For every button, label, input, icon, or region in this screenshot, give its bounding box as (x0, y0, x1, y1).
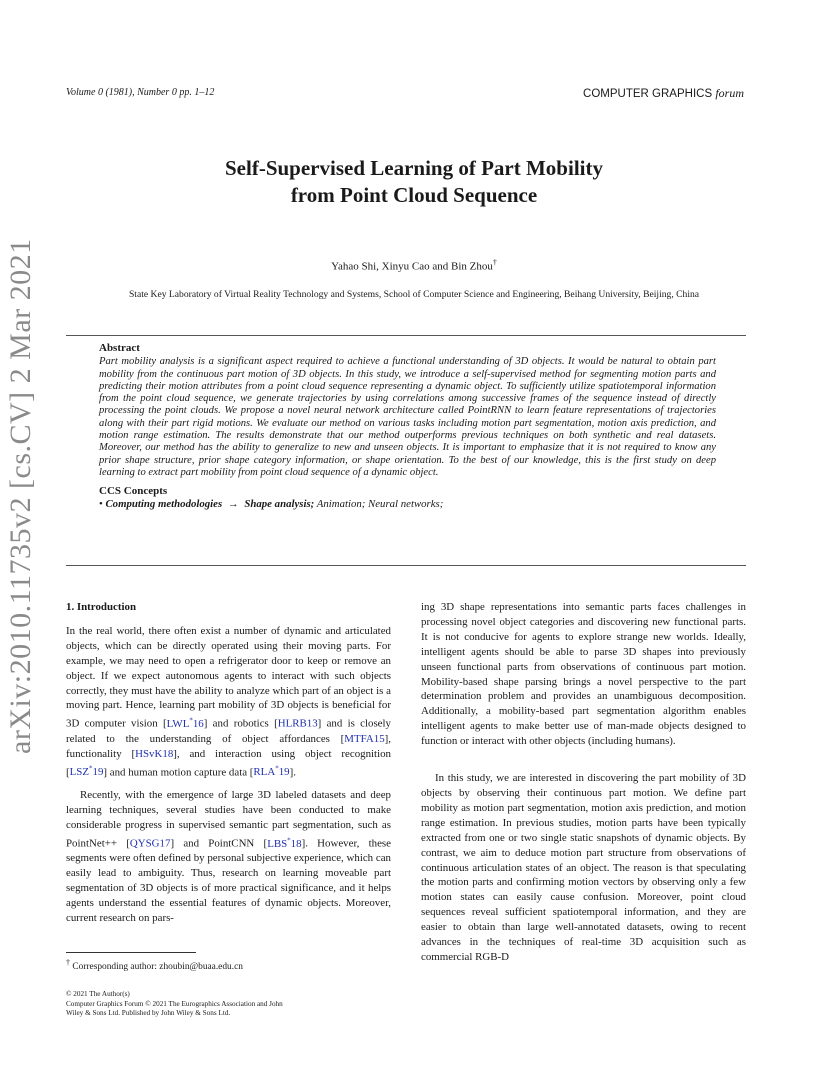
paragraph-text: ] and PointCNN [ (170, 837, 268, 850)
intro-heading: 1. Introduction (66, 601, 136, 613)
author-names: Yahao Shi, Xinyu Cao and Bin Zhou (331, 260, 493, 273)
journal-info: Volume 0 (1981), Number 0 pp. 1–12 (66, 87, 215, 98)
paper-title (0, 155, 828, 209)
ccs-bullet: • (99, 497, 103, 510)
copyright-line-3: Wiley & Sons Ltd. Published by John Wiley & Sons Ltd. (66, 1009, 231, 1018)
intro-paragraph-4: In this study, we are interested in discovering the part mobility of 3D objects by observing their continuous part motion. We define part mobility as motion part segmentation, motion axis prediction, and motion range estimation. In previous studies, motion parts have been typically extracted from one or two single static snapshots of dynamic objects. By contrast, we aim to deduce motion part structure from observations of continuous articulation states of an object. The reason is that speculating the motion parts and confirming motion vectors by observing only a few motion states can easily cause confusion. Moreover, point cloud sequences reveal sufficient spatiotemporal information, and they are easier to obtain than large well-annotated datasets, owing to recent advances in the techniques of real-time 3D acquisition such as commercial RGB-D (421, 772, 746, 963)
title-line-1: Self-Supervised Learning of Part Mobility (225, 156, 603, 180)
author-mark: † (492, 258, 497, 267)
copyright-block (66, 990, 283, 1019)
ccs-primary: Computing methodologies (105, 497, 223, 510)
paragraph-text: ]. However, these segments were often defined by personal subjective experience, which can easily lead to ambiguity. Thus, research on learning moveable part segmentation of 3D objects is of more practical significance, and it helps agents understand the essential features of dynamic objects. Moreover, current research on pars- (66, 837, 392, 925)
paragraph-text: ], and interaction using object recognition [ (66, 747, 392, 779)
paragraph-text: ] and is closely related to the understanding of object affordances [ (66, 717, 391, 745)
citation-link[interactable]: MTFA15 (344, 732, 385, 745)
authors (0, 258, 828, 273)
journal-name (583, 86, 744, 101)
abstract-section (99, 342, 716, 510)
footnote-mark: † (66, 958, 70, 967)
paragraph-text: Recently, with the emergence of large 3D labeled datasets and deep learning techniques, several studies have been conducted to make considerable progress in supervised semantic part segmentation, such as PointNet++ [ (66, 789, 391, 850)
right-column (421, 600, 746, 965)
intro-paragraph-2 (66, 788, 391, 926)
ccs-concepts (99, 498, 716, 510)
left-column (66, 600, 391, 926)
intro-paragraph-1 (66, 624, 391, 780)
citation-link[interactable]: LSZ*19 (69, 764, 104, 779)
affiliation: State Key Laboratory of Virtual Reality Technology and Systems, School of Computer Science and Engineering, Beihang University, Beijing, China (128, 289, 700, 300)
copyright-line-2: Computer Graphics Forum © 2021 The Eurographics Association and John (66, 999, 283, 1008)
citation-link[interactable]: LWL*16 (166, 716, 204, 730)
footnote-text: Corresponding author: zhoubin@buaa.edu.cn (72, 962, 243, 973)
footnote-rule (66, 952, 196, 953)
ccs-heading: CCS Concepts (99, 485, 168, 498)
citation-link[interactable]: HLRB13 (277, 717, 318, 730)
ccs-rest: Animation; Neural networks; (316, 497, 444, 510)
paragraph-text: ] and human motion capture data [ (103, 766, 254, 779)
journal-name-main: COMPUTER GRAPHICS (583, 88, 713, 100)
paragraph-text: ]. (289, 766, 296, 779)
citation-link[interactable]: LBS*18 (267, 835, 302, 850)
citation-link[interactable]: HSvK18 (135, 747, 174, 760)
footnote (66, 958, 243, 972)
ccs-secondary: Shape analysis; (244, 497, 315, 510)
paragraph-text: ] and robotics [ (203, 717, 278, 730)
title-line-2: from Point Cloud Sequence (290, 183, 538, 207)
journal-name-suffix: forum (715, 86, 744, 100)
paragraph-text: In the real world, there often exist a number of dynamic and articulated objects, which can be directly operated using their moving parts. For example, we may need to open a refrigerator door to keep or remove an object. If we expect autonomous agents to interact with such objects correctly, they must have the ability to analyze which part of an object is a moving part. Hence, learning part mobility of 3D objects is beneficial for 3D computer vision [ (66, 624, 391, 730)
arxiv-stamp: arXiv:2010.11735v2 [cs.CV] 2 Mar 2021 (4, 238, 37, 754)
abstract-heading: Abstract (99, 342, 140, 354)
citation-link[interactable]: QYSG17 (129, 837, 171, 850)
citation-link[interactable]: RLA*19 (253, 764, 290, 779)
top-rule (66, 335, 746, 336)
intro-paragraph-3: ing 3D shape representations into semantic parts faces challenges in processing novel object categories and discovering new functional parts. It is not conducive for agents to explore strange new worlds. Ideally, intelligent agents should be able to parse 3D shapes into previously unseen functional parts from observations of continuous part motion. Mobility-based shape parsing brings a novel perspective to the part determination problem and provides an unambiguous decomposition. Additionally, a mobility-based part segmentation algorithm enables intelligent agents to make better use of man-made objects designed to function or interact with other objects (including humans). (421, 601, 746, 748)
paragraph-text: ], functionality [ (66, 732, 391, 760)
abstract-text: Part mobility analysis is a significant aspect required to achieve a functional understanding of 3D objects. It would be natural to obtain part mobility from the continuous part motion of 3D objects. In this study, we introduce a self-supervised method for segmenting motion parts and predicting their motion attributes from a point cloud sequence representing a dynamic object. To sufficiently utilize spatiotemporal information from the point cloud sequence, we generate trajectories by using correlations among successive frames of the sequence instead of directly processing the point clouds. We propose a novel neural network architecture called PointRNN to learn feature representations of trajectories along with their part rigid motions. We evaluate our method on various tasks including motion part segmentation, motion axis prediction, and motion range estimation. The results demonstrate that our method outperforms previous techniques on both synthetic and real datasets. Moreover, our method has the ability to generalize to new and unseen objects. It is important to emphasize that it is not required to know any prior shape structure, prior shape category information, or shape orientation. To the best of our knowledge, this is the first study on deep learning to extract part mobility from point cloud sequence of a dynamic object. (99, 356, 716, 478)
ccs-arrow: → (227, 497, 239, 510)
copyright-line-1: © 2021 The Author(s) (66, 990, 130, 998)
bottom-rule (66, 565, 746, 566)
